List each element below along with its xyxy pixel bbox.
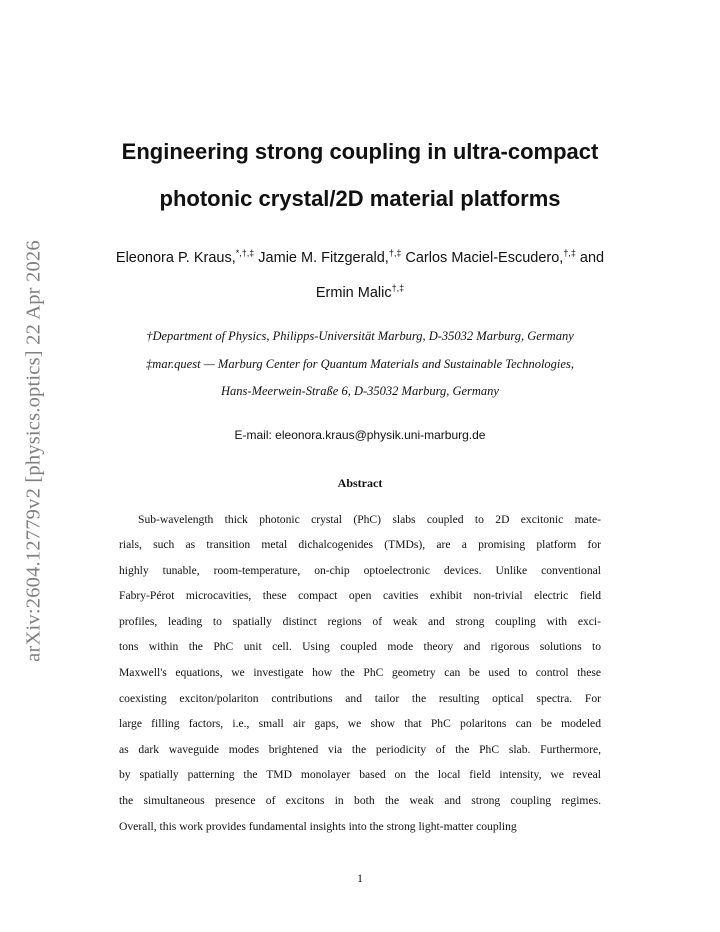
author-name: Ermin Malic (315, 285, 392, 301)
arxiv-identifier-stamp[interactable]: arXiv:2604.12779v2 [physics.optics] 22 Apr 2026 (22, 240, 45, 662)
abstract-line: rials, such as transition metal dichalcogenides (TMDs), are a promising platform for (119, 538, 601, 551)
affiliation-line-1: †Department of Physics, Philipps-Universität Marburg, D-35032 Marburg, Germany (146, 329, 574, 343)
paper-title-line-2: photonic crystal/2D material platforms (159, 186, 561, 211)
abstract-line: Sub-wavelength thick photonic crystal (PhC) slabs coupled to 2D excitonic mate- (138, 513, 601, 526)
abstract-line: the simultaneous presence of excitons in both the weak and strong coupling regimes. (119, 794, 601, 807)
abstract-line: Overall, this work provides fundamental insights into the strong light-matter coupling (119, 820, 517, 833)
abstract-line: as dark waveguide modes brightened via the periodicity of the PhC slab. Furthermore, (119, 743, 601, 756)
author-list-line-2 (80, 285, 640, 301)
abstract-line: Fabry-Pérot microcavities, these compact open cavities exhibit non-trivial electric field (119, 589, 601, 602)
affiliation-line-2: ‡mar.quest — Marburg Center for Quantum Materials and Sustainable Technologies, (146, 357, 574, 371)
author-name: Jamie M. Fitzgerald, (258, 250, 389, 266)
abstract-line: large filling factors, i.e., small air gaps, we show that PhC polaritons can be modeled (119, 717, 601, 730)
abstract-line: tons within the PhC unit cell. Using coupled mode theory and rigorous solutions to (119, 640, 601, 653)
author-name: Carlos Maciel-Escudero, (405, 250, 564, 266)
author-name: Eleonora P. Kraus, (115, 250, 236, 266)
author-affiliation-marks: †,‡ (388, 248, 402, 258)
affiliation-line-3: Hans-Meerwein-Straße 6, D-35032 Marburg, Germany (221, 384, 499, 398)
author-affiliation-marks: †,‡ (563, 248, 576, 258)
page-number: 1 (357, 871, 363, 885)
abstract-line: Maxwell's equations, we investigate how the PhC geometry can be used to control these (119, 666, 601, 679)
author-affiliation-marks: †,‡ (391, 283, 405, 293)
author-conjunction: and (579, 250, 605, 266)
author-list-line-1 (80, 250, 640, 266)
abstract-line: profiles, leading to spatially distinct regions of weak and strong coupling with exci- (119, 615, 601, 628)
abstract-line: by spatially patterning the TMD monolayer based on the local field intensity, we reveal (119, 768, 601, 781)
abstract-line: highly tunable, room-temperature, on-chip optoelectronic devices. Unlike conventional (119, 564, 601, 577)
author-affiliation-marks: *,†,‡ (235, 248, 255, 258)
abstract-heading: Abstract (337, 476, 383, 490)
paper-title-line-1: Engineering strong coupling in ultra-compact (121, 139, 599, 164)
abstract-line: coexisting exciton/polariton contributions and tailor the resulting optical spectra. For (119, 692, 601, 705)
contact-email[interactable]: E-mail: eleonora.kraus@physik.uni-marburg.de (234, 428, 486, 442)
